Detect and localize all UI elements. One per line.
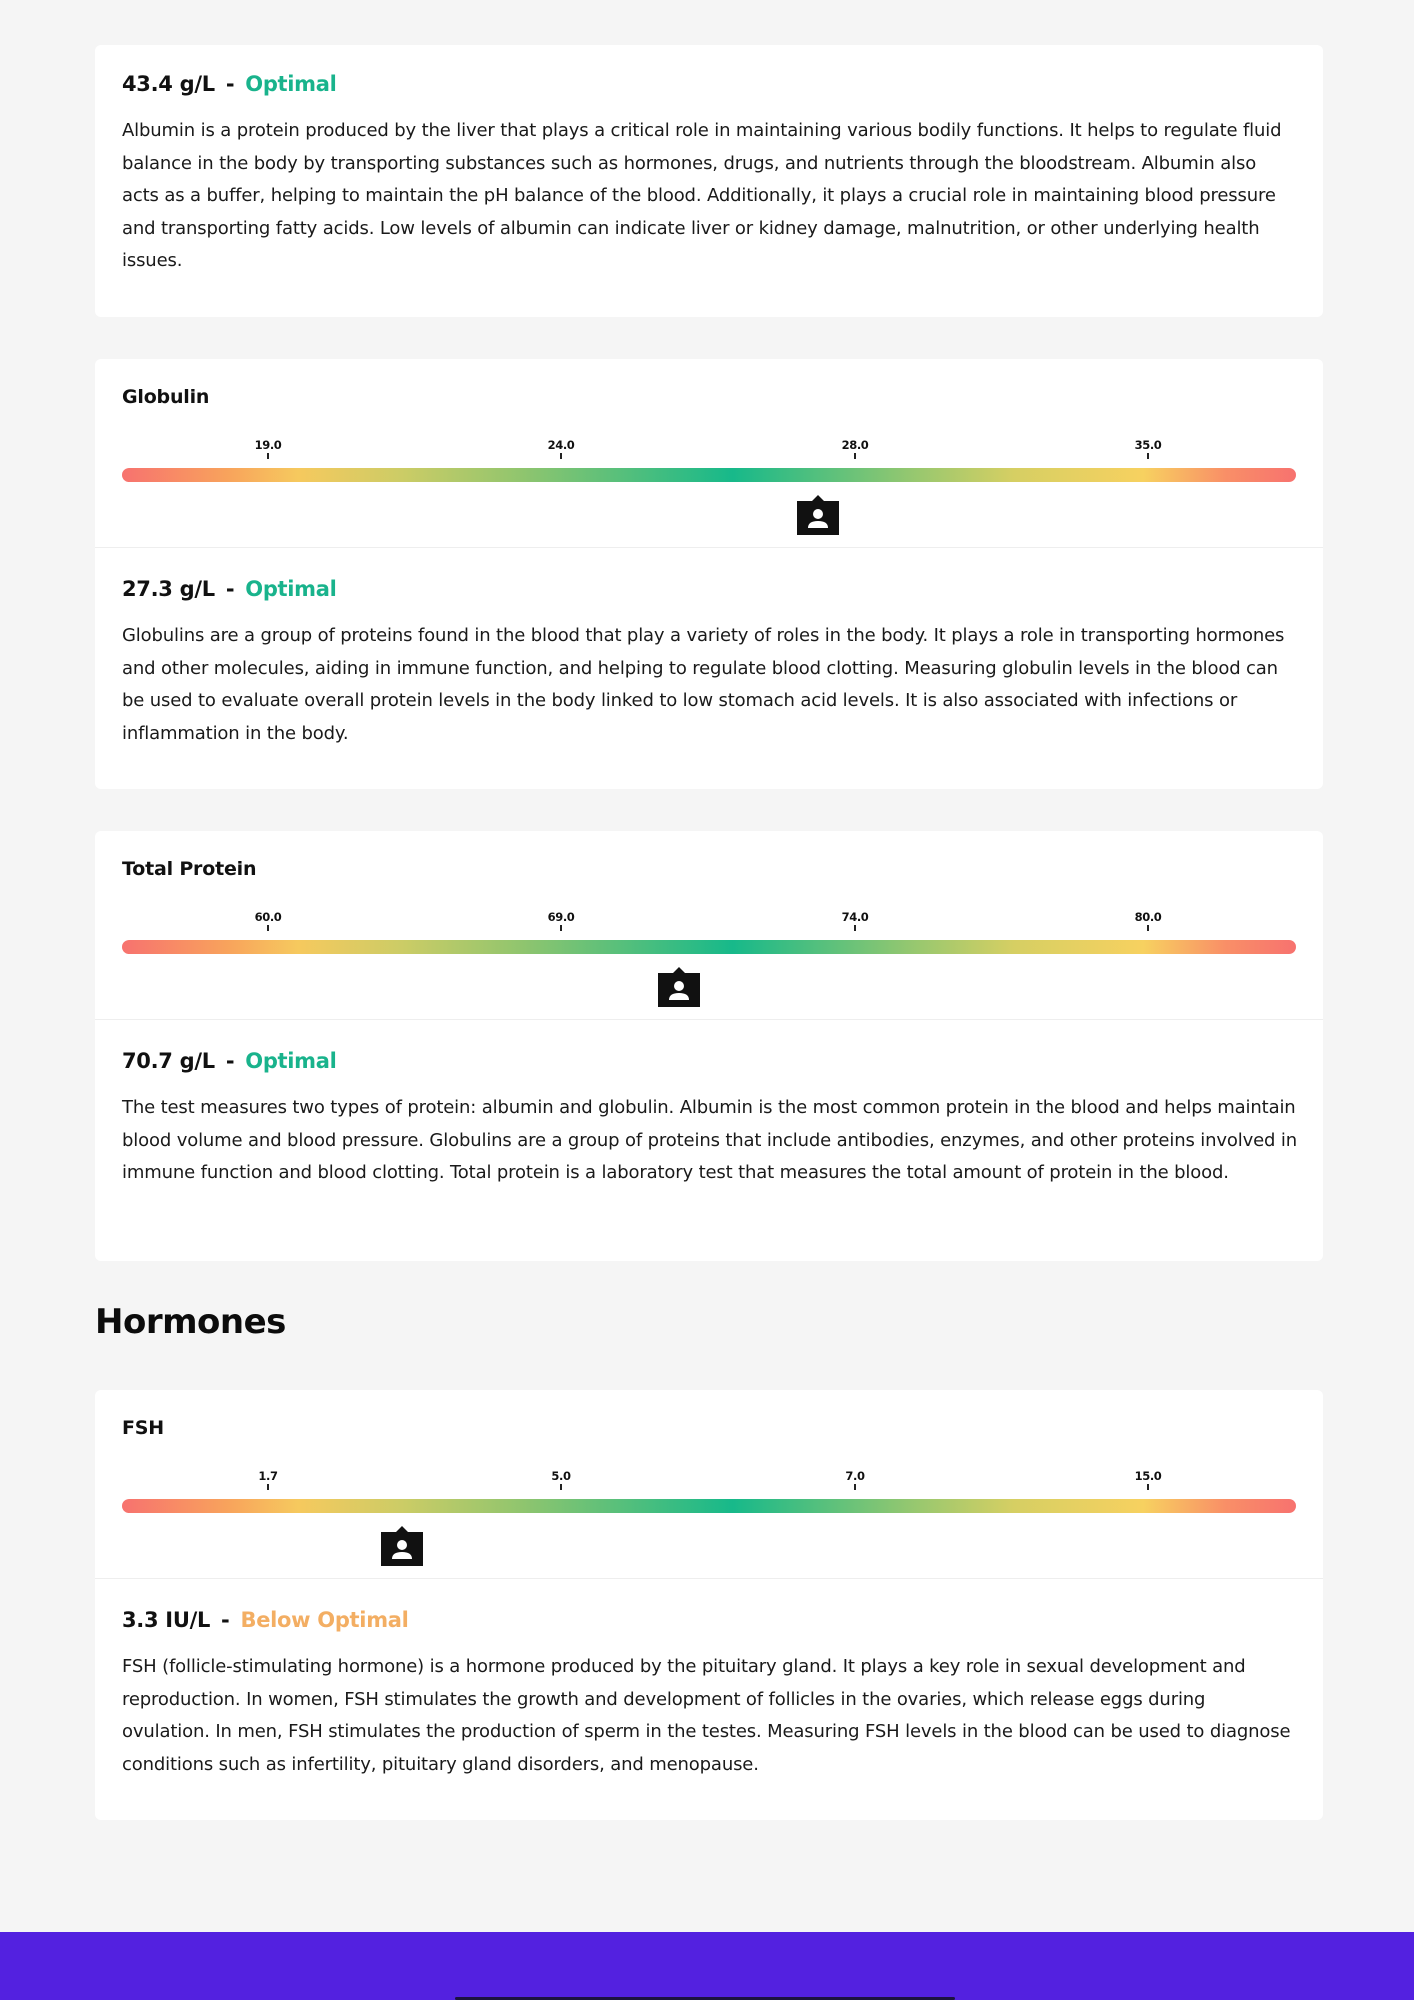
range-tick: 5.0 [521, 1470, 601, 1490]
total-protein-separator: - [225, 1049, 235, 1073]
albumin-value-line [122, 72, 337, 96]
albumin-description: Albumin is a protein produced by the liver that plays a critical role in maintaining various bodily functions. It helps to regulate fluid balance in the body by transporting substances such as hormones, drugs, and nutrients through the bloodstream. Albumin also acts as a buffer, helping to maintain the pH balance of the blood. Additionally, it plays a crucial role in maintaining blood pressure and transporting fatty acids. Low levels of albumin can indicate liver or kidney damage, malnutrition, or other underlying health issues. [122, 120, 1282, 271]
total-protein-ticks [95, 911, 1323, 941]
albumin-value: 43.4 g/L [122, 72, 215, 96]
range-tick: 24.0 [521, 439, 601, 459]
globulin-range-bar [122, 468, 1296, 482]
globulin-ticks [95, 439, 1323, 469]
range-tick: 19.0 [228, 439, 308, 459]
fsh-separator: - [221, 1608, 230, 1632]
total-protein-value: 70.7 g/L [122, 1049, 215, 1073]
range-tick: 15.0 [1108, 1470, 1188, 1490]
fsh-value: 3.3 IU/L [122, 1608, 211, 1632]
total-protein-status: Optimal [245, 1049, 337, 1073]
total-protein-range-panel [95, 831, 1323, 1020]
section-title-hormones: Hormones [95, 1302, 286, 1342]
user-badge-icon [795, 494, 841, 535]
fsh-status: Below Optimal [240, 1608, 409, 1632]
globulin-range-panel [95, 359, 1323, 548]
fsh-ticks [95, 1470, 1323, 1500]
globulin-value-line [122, 577, 337, 601]
total-protein-card [95, 831, 1323, 1261]
range-tick: 60.0 [228, 911, 308, 931]
fsh-range-panel [95, 1390, 1323, 1579]
total-protein-value-line [122, 1049, 337, 1073]
albumin-separator: - [225, 72, 235, 96]
fsh-name: FSH [122, 1417, 164, 1439]
globulin-description: Globulins are a group of proteins found in the blood that play a variety of roles in the body. It plays a role in transporting hormones and other molecules, aiding in immune function, and helping to regulate blood clotting. Measuring globulin levels in the blood can be used to evaluate overall protein levels in the body linked to low stomach acid levels. It is also associated with infections or inflammation in the body. [122, 625, 1285, 744]
fsh-range-bar [122, 1499, 1296, 1513]
user-badge-icon [379, 1525, 425, 1566]
total-protein-range-bar [122, 940, 1296, 954]
globulin-separator: - [225, 577, 235, 601]
range-tick: 69.0 [521, 911, 601, 931]
footer-band [0, 1932, 1414, 2000]
range-tick: 28.0 [815, 439, 895, 459]
fsh-value-line [122, 1608, 409, 1632]
albumin-status: Optimal [245, 72, 337, 96]
range-tick: 7.0 [815, 1470, 895, 1490]
fsh-description: FSH (follicle-stimulating hormone) is a hormone produced by the pituitary gland. It plays a key role in sexual development and reproduction. In women, FSH stimulates the growth and development of follicles in the ovaries, which release eggs during ovulation. In men, FSH stimulates the production of sperm in the testes. Measuring FSH levels in the blood can be used to diagnose conditions such as infertility, pituitary gland disorders, and menopause. [122, 1656, 1291, 1775]
user-badge-icon [656, 966, 702, 1007]
range-tick: 1.7 [228, 1470, 308, 1490]
total-protein-description: The test measures two types of protein: albumin and globulin. Albumin is the most common protein in the blood and helps maintain blood volume and blood pressure. Globulins are a group of proteins that include antibodies, enzymes, and other proteins involved in immune function and blood clotting. Total protein is a laboratory test that measures the total amount of protein in the blood. [122, 1097, 1297, 1183]
globulin-value: 27.3 g/L [122, 577, 215, 601]
albumin-card [95, 45, 1323, 317]
total-protein-name: Total Protein [122, 858, 257, 880]
range-tick: 80.0 [1108, 911, 1188, 931]
range-tick: 74.0 [815, 911, 895, 931]
globulin-card [95, 359, 1323, 789]
globulin-name: Globulin [122, 386, 210, 408]
fsh-card [95, 1390, 1323, 1820]
range-tick: 35.0 [1108, 439, 1188, 459]
globulin-status: Optimal [245, 577, 337, 601]
